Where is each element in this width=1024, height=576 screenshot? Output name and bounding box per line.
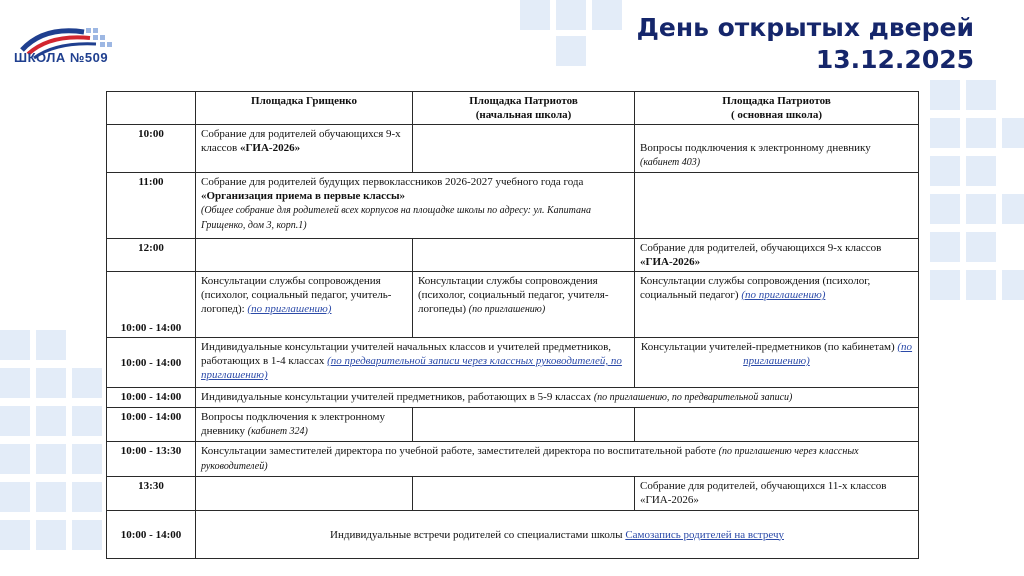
cell-patriotov-main: Собрание для родителей, обучающихся 11-х классов «ГИА-2026» [635, 477, 919, 511]
table-row [107, 239, 919, 272]
table-header-row [107, 92, 919, 125]
table-row [107, 388, 919, 408]
logo-text: ШКОЛА №509 [14, 50, 109, 65]
table-row [107, 272, 919, 338]
cell-empty [635, 173, 919, 239]
cell-empty [413, 239, 635, 272]
cell-first-grade-meeting: Собрание для родителей будущих первоклассников 2026-2027 учебного года года «Организация приема в первые классы» (Общее собрание для родителей всех корпусов на площадке школы по адресу: ул. Капитана Грищенко, дом 3, корп.1) [196, 173, 635, 239]
schedule-table [106, 91, 919, 559]
title-date: 13.12.2025 [815, 45, 974, 74]
row-time: 13:30 [107, 477, 196, 511]
cell-grishchenko: Вопросы подключения к электронному дневнику (кабинет 324) [196, 408, 413, 442]
cell-patriotov-main: Вопросы подключения к электронному дневнику (кабинет 403) [635, 125, 919, 173]
cell-empty [413, 125, 635, 173]
table-row [107, 408, 919, 442]
row-time: 10:00 - 14:00 [107, 338, 196, 388]
cell-subject-consultations: Индивидуальные консультации учителей предметников, работающих в 5-9 классах (по приглашению, по предварительной записи) [196, 388, 919, 408]
header-patriotov-primary: Площадка Патриотов (начальная школа) [413, 92, 635, 125]
cell-deputy-consultations: Консультации заместителей директора по учебной работе, заместителей директора по воспитательной работе (по приглашению через классных руководителей) [196, 442, 919, 477]
cell-subject-teachers: Консультации учителей-предметников (по кабинетам) (по приглашению) [635, 338, 919, 388]
table-row [107, 442, 919, 477]
by-invitation-link[interactable]: (по приглашению) [741, 289, 826, 301]
header-patriotov-main: Площадка Патриотов ( основная школа) [635, 92, 919, 125]
table-row [107, 125, 919, 173]
page-title [637, 12, 974, 76]
cell-patriotov-main: Собрание для родителей, обучающихся 9-х классов «ГИА-2026» [635, 239, 919, 272]
by-invitation-link[interactable]: (по приглашению) [743, 341, 913, 367]
table-row [107, 173, 919, 239]
cell-primary-teachers: Индивидуальные консультации учителей начальных классов и учителей предметников, работающих в 1-4 классах (по предварительной записи через классных руководителей, по приглашению) [196, 338, 635, 388]
cell-grishchenko: Консультации службы сопровождения (психолог, социальный педагог, учитель-логопед): (по приглашению) [196, 272, 413, 338]
preregistration-link[interactable]: (по предварительной записи через классных руководителей, по приглашению) [201, 355, 622, 381]
cell-specialist-meetings: Индивидуальные встречи родителей со специалистами школы Самозапись родителей на встречу [196, 511, 919, 559]
row-time: 11:00 [107, 173, 196, 239]
table-row [107, 511, 919, 559]
row-time: 10:00 - 14:00 [107, 511, 196, 559]
row-time: 10:00 [107, 125, 196, 173]
cell-empty [413, 408, 635, 442]
by-invitation-link[interactable]: (по приглашению) [247, 303, 332, 315]
cell-empty [635, 408, 919, 442]
row-time: 12:00 [107, 239, 196, 272]
row-time: 10:00 - 14:00 [107, 272, 196, 338]
cell-patriotov-main: Консультации службы сопровождения (психолог, социальный педагог) (по приглашению) [635, 272, 919, 338]
table-row [107, 338, 919, 388]
row-time: 10:00 - 14:00 [107, 408, 196, 442]
row-time: 10:00 - 13:30 [107, 442, 196, 477]
cell-grishchenko: Собрание для родителей обучающихся 9-х классов «ГИА-2026» [196, 125, 413, 173]
cell-empty [196, 239, 413, 272]
cell-empty [413, 477, 635, 511]
row-time: 10:00 - 14:00 [107, 388, 196, 408]
table-row [107, 477, 919, 511]
self-registration-link[interactable]: Самозапись родителей на встречу [625, 528, 784, 541]
header-grishchenko: Площадка Грищенко [196, 92, 413, 125]
cell-empty [196, 477, 413, 511]
title-event: День открытых дверей [636, 13, 974, 42]
header-time [107, 92, 196, 125]
cell-patriotov-primary: Консультации службы сопровождения (психолог, социальный педагог, учителя-логопеды) (по приглашению) [413, 272, 635, 338]
